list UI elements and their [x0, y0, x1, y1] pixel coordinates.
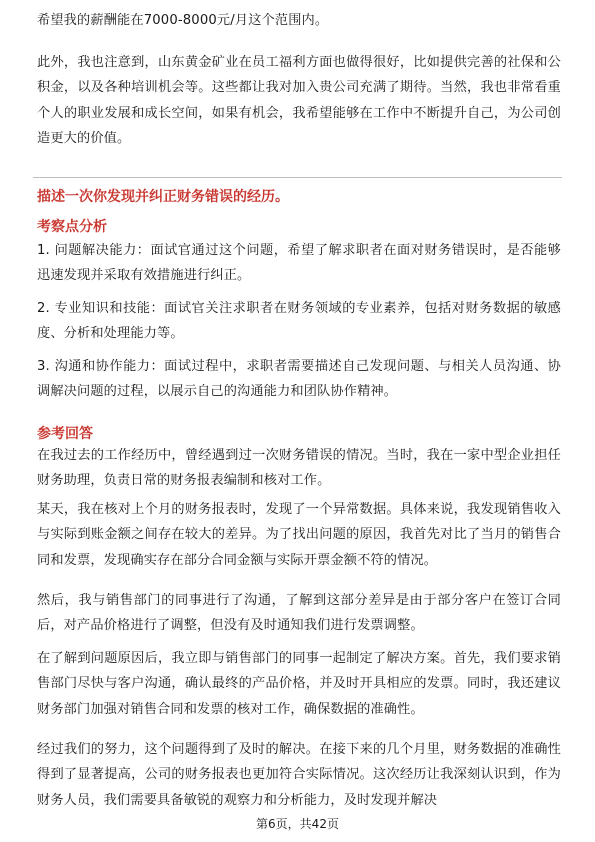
section-divider [33, 177, 562, 178]
answer-paragraph-3: 然后，我与销售部门的同事进行了沟通，了解到这部分差异是由于部分客户在签订合同后，对产品价格进行了调整，但没有及时通知我们进行发票调整。 [37, 593, 561, 634]
answer-paragraph-2: 某天，我在核对上个月的财务报表时，发现了一个异常数据。具体来说，我发现销售收入与实际到账金额之间存在较大的差异。为了找出问题的原因，我首先对比了当月的销售合同和发票，发现确实存在部分合同金额与实际开票金额不符的情况。 [37, 502, 561, 568]
answer-heading: 参考回答 [37, 426, 93, 442]
answer-paragraph-1: 在我过去的工作经历中，曾经遇到过一次财务错误的情况。当时，我在一家中型企业担任财务助理，负责日常的财务报表编制和核对工作。 [37, 448, 561, 489]
prev-answer-benefits: 此外，我也注意到，山东黄金矿业在员工福利方面也做得很好，比如提供完善的社保和公积金，以及各种培训机会等。这些都让我对加入贵公司充满了期待。当然，我也非常看重个人的职业发展和成长空间，如果有机会，我希望能够在工作中不断提升自己，为公司创造更大的价值。 [37, 55, 561, 146]
analysis-item-2: 2. 专业知识和技能：面试官关注求职者在财务领域的专业素养，包括对财务数据的敏感度、分析和处理能力等。 [37, 301, 561, 342]
analysis-heading: 考察点分析 [37, 219, 107, 235]
prev-answer-salary: 希望我的薪酬能在7000-8000元/月这个范围内。 [37, 13, 329, 28]
analysis-item-3: 3. 沟通和协作能力：面试过程中，求职者需要描述自己发现问题、与相关人员沟通、协调解决问题的过程，以展示自己的沟通能力和团队协作精神。 [37, 359, 561, 400]
analysis-item-1: 1. 问题解决能力：面试官通过这个问题，希望了解求职者在面对财务错误时，是否能够迅速发现并采取有效措施进行纠正。 [37, 243, 561, 284]
page-number: 第6页，共42页 [256, 817, 339, 831]
answer-paragraph-5: 经过我们的努力，这个问题得到了及时的解决。在接下来的几个月里，财务数据的准确性得到了显著提高，公司的财务报表也更加符合实际情况。这次经历让我深刻认识到，作为财务人员，我们需要具备敏锐的观察力和分析能力，及时发现并解决 [37, 742, 561, 808]
question-title: 描述一次你发现并纠正财务错误的经历。 [37, 189, 289, 205]
answer-paragraph-4: 在了解到问题原因后，我立即与销售部门的同事一起制定了解决方案。首先，我们要求销售部门尽快与客户沟通，确认最终的产品价格，并及时开具相应的发票。同时，我还建议财务部门加强对销售合同和发票的核对工作，确保数据的准确性。 [37, 651, 561, 717]
